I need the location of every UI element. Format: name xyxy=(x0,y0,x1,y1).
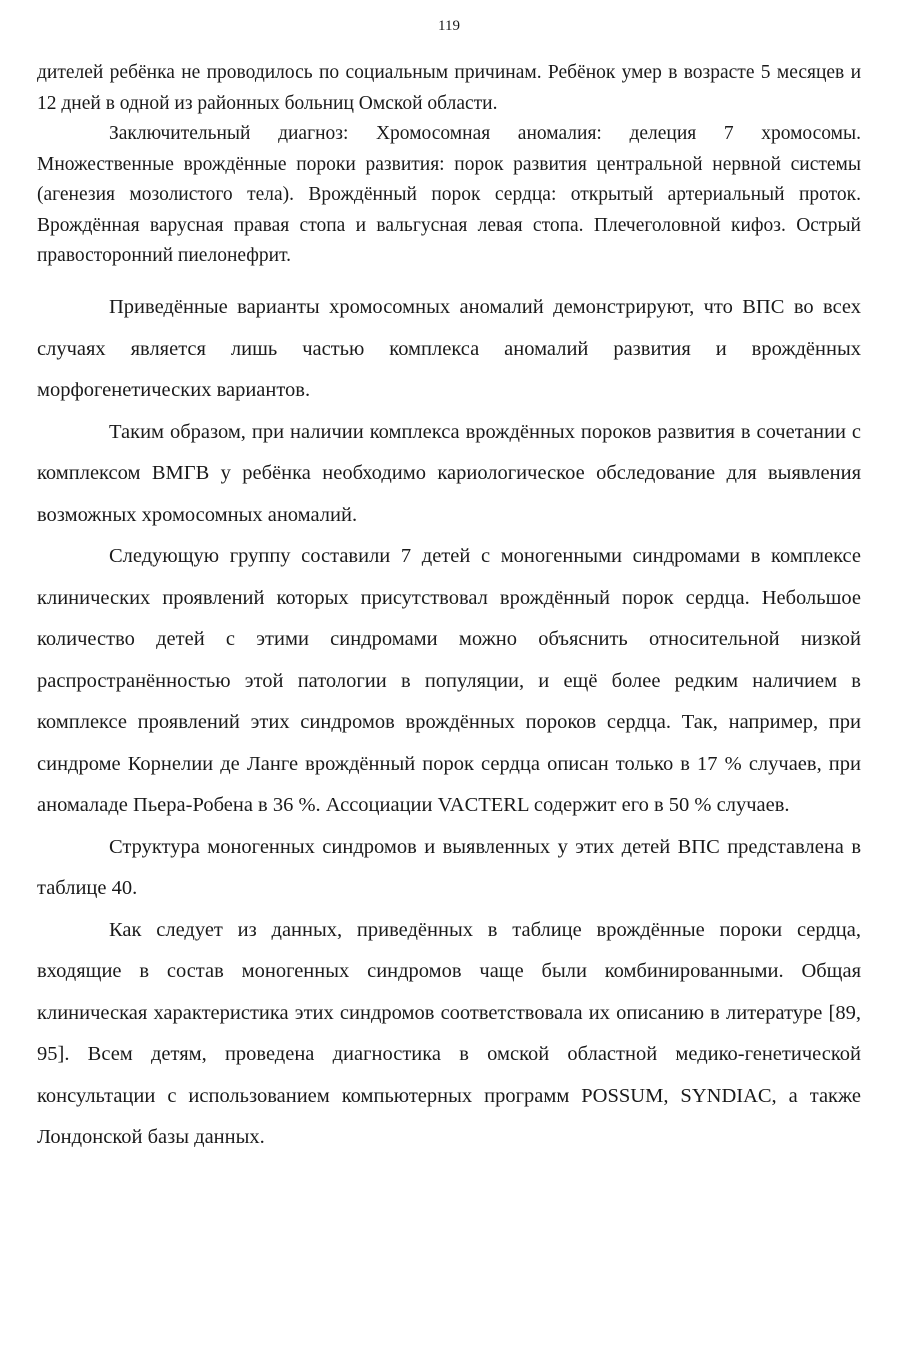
page-number: 119 xyxy=(438,18,460,34)
paragraph: Таким образом, при наличии комплекса врождённых пороков развития в сочетании с комплексом ВМГВ у ребёнка необходимо кариологическое обследование для выявления возможных хромосомных аномалий. xyxy=(37,420,861,526)
paragraph: дителей ребёнка не проводилось по социальным причинам. Ребёнок умер в возрасте 5 месяцев и 12 дней в одной из районных больниц Омской области. xyxy=(37,62,861,114)
paragraph: Как следует из данных, приведённых в таблице врождённые пороки сердца, входящие в состав моногенных синдромов чаще были комбинированными. Общая клиническая характеристика этих синдромов соответствовала их описанию в литературе [89, 95]. Всем детям, проведена диагностика в омской областной медико-генетической консультации с использованием компьютерных программ POSSUM, SYNDIAC, а также Лондонской базы данных. xyxy=(37,918,861,1148)
case-description-section xyxy=(37,58,861,272)
paragraph: Структура моногенных синдромов и выявленных у этих детей ВПС представлена в таблице 40. xyxy=(37,835,861,899)
paragraph: Приведённые варианты хромосомных аномалий демонстрируют, что ВПС во всех случаях является лишь частью комплекса аномалий развития и врождённых морфогенетических вариантов. xyxy=(37,296,861,401)
final-diagnosis-paragraph: Заключительный диагноз: Хромосомная аномалия: делеция 7 хромосомы. Множественные врождённые пороки развития: порок развития центральной нервной системы (агенезия мозолистого тела). Врождённый порок сердца: открытый артериальный проток. Врождённая варусная правая стопа и вальгусная левая стопа. Плечеголовной кифоз. Острый правосторонний пиелонефрит. xyxy=(37,123,861,266)
paragraph: Следующую группу составили 7 детей с моногенными синдромами в комплексе клинических проявлений которых присутствовал врождённый порок сердца. Небольшое количество детей с этими синдромами можно объяснить относительной низкой распространённостью этой патологии в популяции, и ещё более редким наличием в комплексе проявлений этих синдромов врождённых пороков сердца. Так, например, при синдроме Корнелии де Ланге врождённый порок сердца описан только в 17 % случаев, при аномаладе Пьера-Робена в 36 %. Ассоциации VACTERL содержит его в 50 % случаев. xyxy=(37,545,861,816)
discussion-section xyxy=(37,287,861,1159)
